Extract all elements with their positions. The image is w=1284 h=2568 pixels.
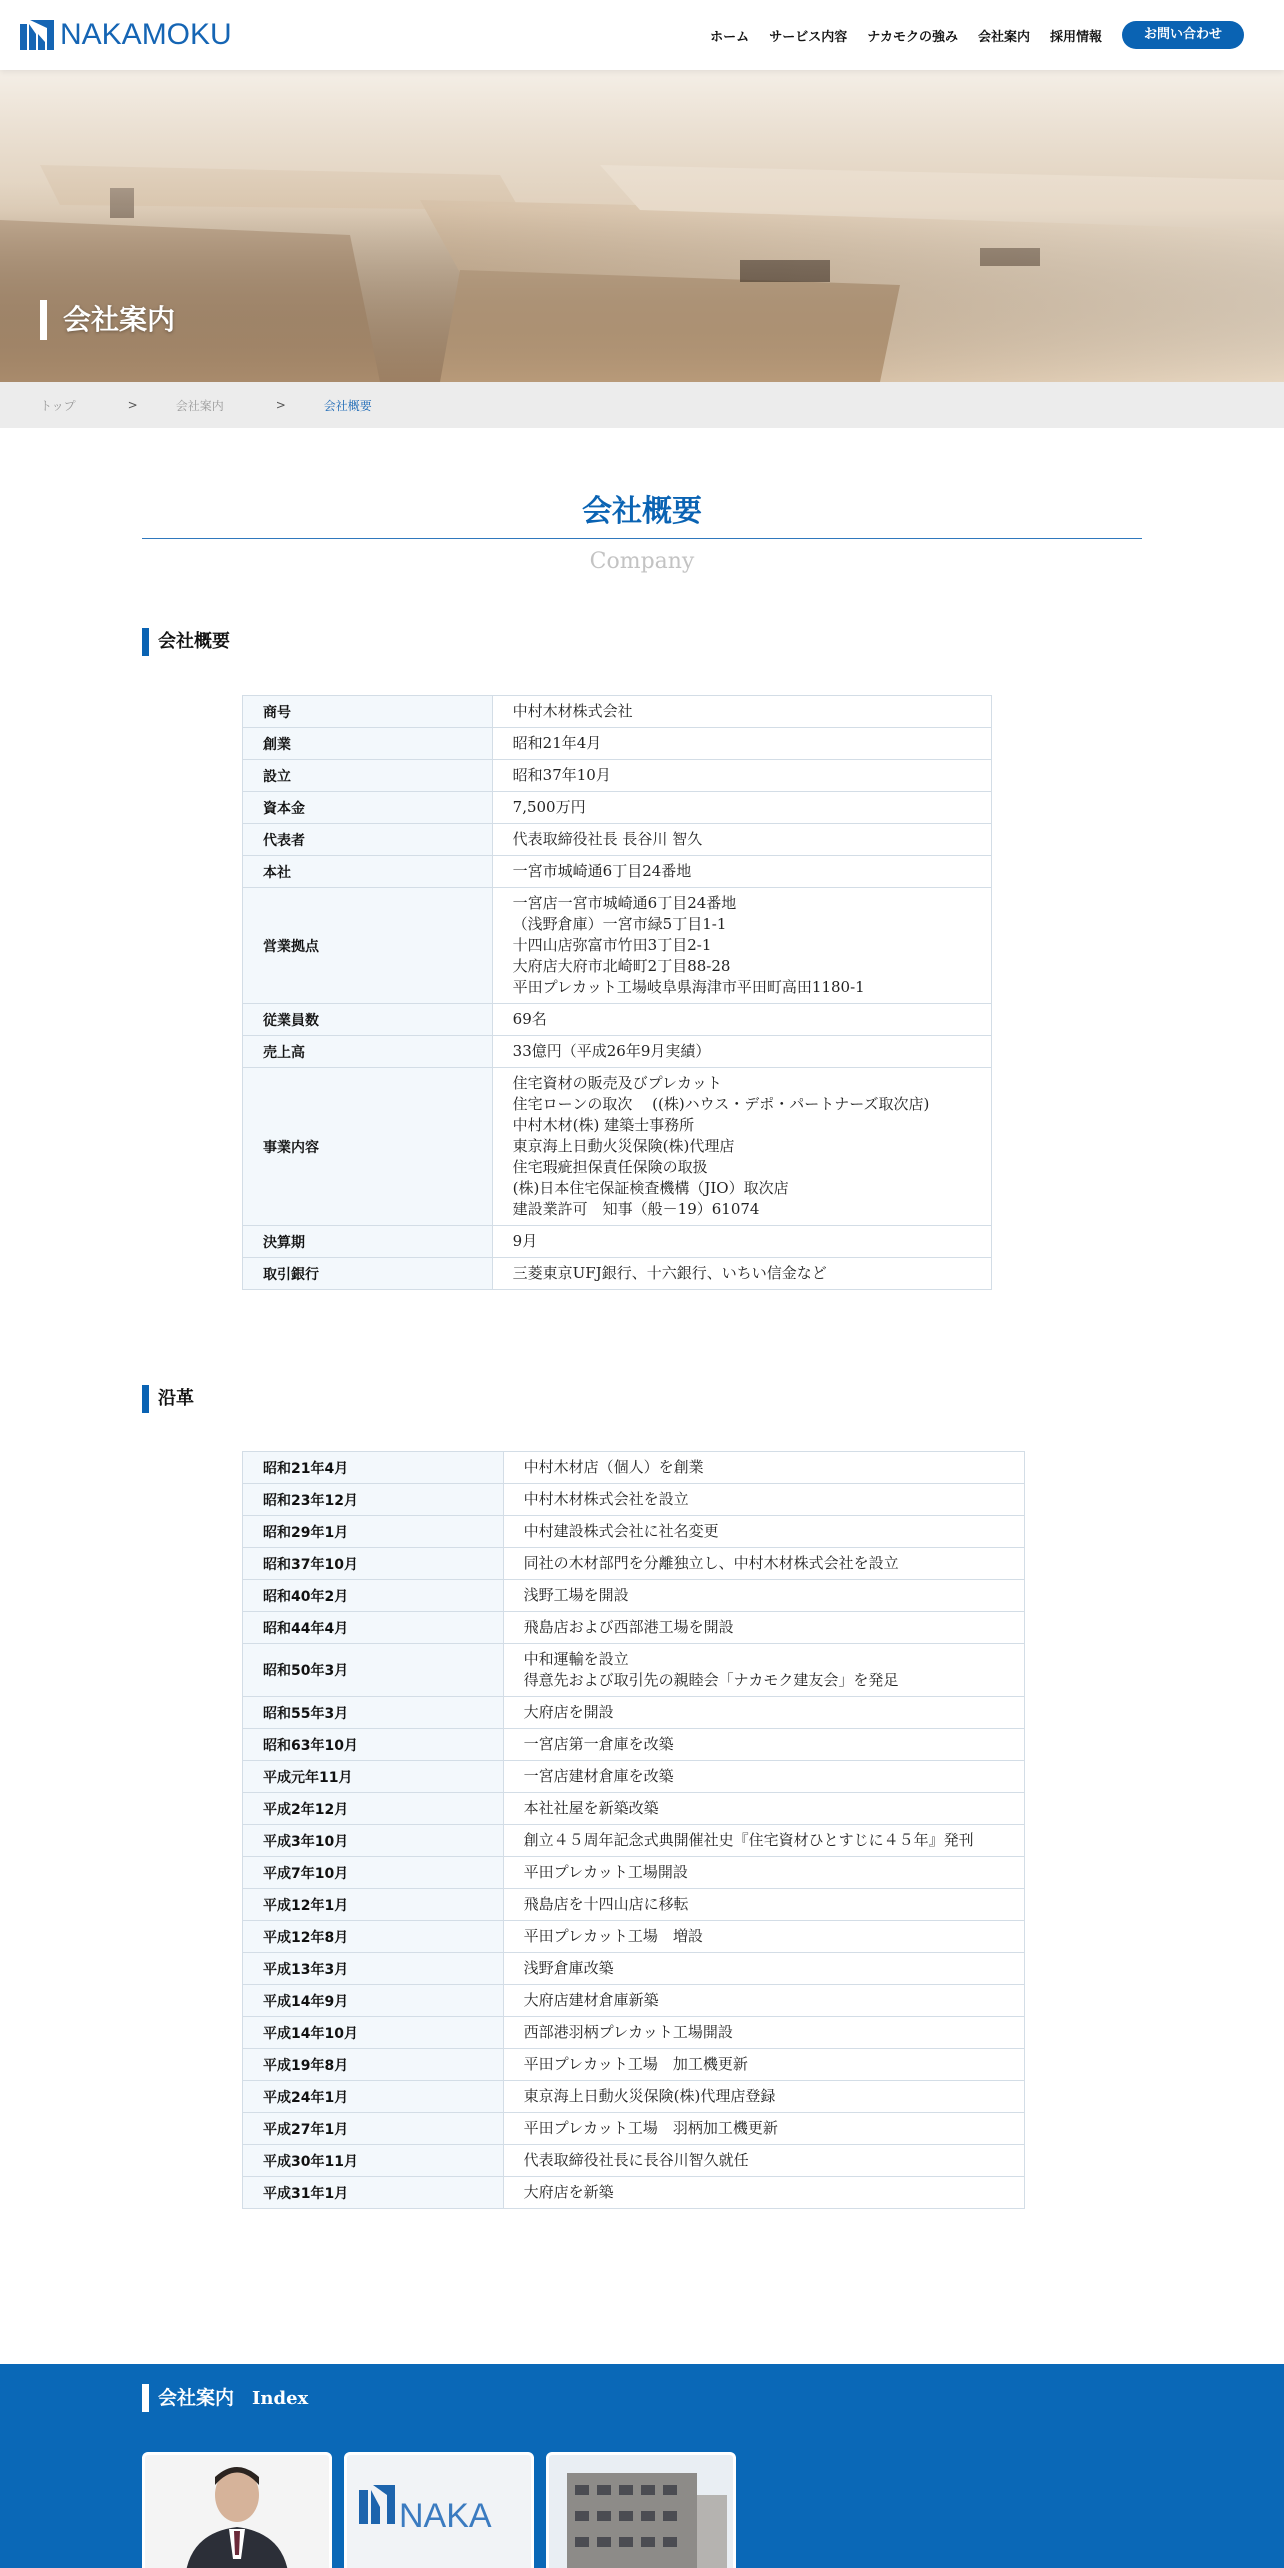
- history-value: 浅野工場を開設: [503, 1580, 1024, 1612]
- history-value: 一宮店第一倉庫を改築: [503, 1729, 1024, 1761]
- history-label: 昭和63年10月: [243, 1729, 504, 1761]
- history-value: 大府店建材倉庫新築: [503, 1985, 1024, 2017]
- history-label: 平成31年1月: [243, 2177, 504, 2209]
- history-value: 平田プレカット工場 増設: [503, 1921, 1024, 1953]
- table-row: [243, 760, 992, 792]
- table-row: [243, 1761, 1025, 1793]
- overview-table: [242, 695, 992, 1290]
- history-value: 飛島店および西部港工場を開設: [503, 1612, 1024, 1644]
- overview-value: 昭和37年10月: [492, 760, 991, 792]
- table-row: [243, 1825, 1025, 1857]
- history-value: 中村木材株式会社を設立: [503, 1484, 1024, 1516]
- table-row: [243, 1068, 992, 1226]
- history-label: 平成7年10月: [243, 1857, 504, 1889]
- overview-value: 昭和21年4月: [492, 728, 991, 760]
- history-label: 昭和29年1月: [243, 1516, 504, 1548]
- history-label: 平成14年10月: [243, 2017, 504, 2049]
- table-row: [243, 1889, 1025, 1921]
- office-logo-photo: [347, 2455, 531, 2568]
- history-value: 平田プレカット工場 加工機更新: [503, 2049, 1024, 2081]
- index-title-en: Index: [252, 2388, 309, 2409]
- overview-value: 9月: [492, 1226, 991, 1258]
- history-value: 飛島店を十四山店に移転: [503, 1889, 1024, 1921]
- history-label: 平成27年1月: [243, 2113, 504, 2145]
- history-label: 平成3年10月: [243, 1825, 504, 1857]
- history-label: 平成19年8月: [243, 2049, 504, 2081]
- overview-value: 中村木材株式会社: [492, 696, 991, 728]
- history-label: 平成30年11月: [243, 2145, 504, 2177]
- table-row: [243, 1857, 1025, 1889]
- overview-value: 代表取締役社長 長谷川 智久: [492, 824, 991, 856]
- table-row: [243, 1452, 1025, 1484]
- history-label: 昭和23年12月: [243, 1484, 504, 1516]
- table-row: [243, 1004, 992, 1036]
- table-row: [243, 1612, 1025, 1644]
- table-row: [243, 1258, 992, 1290]
- history-value: 本社社屋を新築改築: [503, 1793, 1024, 1825]
- history-value: 西部港羽柄プレカット工場開設: [503, 2017, 1024, 2049]
- history-value: 平田プレカット工場 羽柄加工機更新: [503, 2113, 1024, 2145]
- overview-label: 資本金: [243, 792, 493, 824]
- index-title: [142, 2384, 308, 2412]
- contact-button[interactable]: お問い合わせ: [1122, 21, 1244, 49]
- history-label: 平成12年1月: [243, 1889, 504, 1921]
- main-nav: [690, 20, 1244, 50]
- nav-home[interactable]: ホーム: [710, 29, 750, 45]
- history-label: 平成14年9月: [243, 1985, 504, 2017]
- overview-value: 33億円（平成26年9月実績）: [492, 1036, 991, 1068]
- page-title: 会社概要: [142, 486, 1142, 539]
- history-label: 平成2年12月: [243, 1793, 504, 1825]
- history-value: 中村木材店（個人）を創業: [503, 1452, 1024, 1484]
- overview-value: 三菱東京UFJ銀行、十六銀行、いちい信金など: [492, 1258, 991, 1290]
- overview-value: 一宮市城崎通6丁目24番地: [492, 856, 991, 888]
- overview-label: 売上高: [243, 1036, 493, 1068]
- hero-banner: [0, 70, 1284, 382]
- history-value: 大府店を開設: [503, 1697, 1024, 1729]
- history-value: 創立４５周年記念式典開催社史『住宅資材ひとすじに４５年』発刊: [503, 1825, 1024, 1857]
- breadcrumb-separator: >: [275, 398, 286, 412]
- overview-label: 営業拠点: [243, 888, 493, 1004]
- history-value: 同社の木材部門を分離独立し、中村木材株式会社を設立: [503, 1548, 1024, 1580]
- table-row: [243, 1484, 1025, 1516]
- overview-value: 一宮店一宮市城崎通6丁目24番地 （浅野倉庫）一宮市緑5丁目1-1 十四山店弥富市竹田3丁目2-1 大府店大府市北崎町2丁目88-28 平田プレカット工場岐阜県海津市平田町高田1180-1: [492, 888, 991, 1004]
- history-value: 浅野倉庫改築: [503, 1953, 1024, 1985]
- index-card-building[interactable]: [546, 2452, 736, 2568]
- breadcrumb-top[interactable]: トップ: [40, 398, 76, 413]
- table-row: [243, 856, 992, 888]
- nav-recruit[interactable]: 採用情報: [1049, 29, 1102, 45]
- history-label: 昭和55年3月: [243, 1697, 504, 1729]
- card-logo-text: NAKA: [399, 2497, 492, 2535]
- building-photo: [549, 2455, 733, 2568]
- table-row: [243, 2145, 1025, 2177]
- table-row: [243, 1226, 992, 1258]
- table-row: [243, 1985, 1025, 2017]
- hero-title: 会社案内: [40, 300, 175, 340]
- history-value: 平田プレカット工場開設: [503, 1857, 1024, 1889]
- overview-label: 商号: [243, 696, 493, 728]
- table-row: [243, 1729, 1025, 1761]
- overview-label: 取引銀行: [243, 1258, 493, 1290]
- overview-label: 設立: [243, 760, 493, 792]
- table-row: [243, 1548, 1025, 1580]
- table-row: [243, 792, 992, 824]
- table-row: [243, 1644, 1025, 1697]
- overview-label: 従業員数: [243, 1004, 493, 1036]
- table-row: [243, 824, 992, 856]
- history-label: 平成24年1月: [243, 2081, 504, 2113]
- history-table: [242, 1451, 1025, 2209]
- table-row: [243, 2081, 1025, 2113]
- overview-value: 7,500万円: [492, 792, 991, 824]
- nav-services[interactable]: サービス内容: [769, 29, 848, 45]
- index-title-ja: 会社案内: [158, 2387, 235, 2409]
- page-subtitle: Company: [589, 549, 695, 574]
- history-value: 東京海上日動火災保険(株)代理店登録: [503, 2081, 1024, 2113]
- table-row: [243, 2017, 1025, 2049]
- table-row: [243, 2177, 1025, 2209]
- lumber-photo: [0, 70, 1284, 382]
- history-label: 平成元年11月: [243, 1761, 504, 1793]
- page-heading: [142, 486, 1142, 574]
- overview-value: 69名: [492, 1004, 991, 1036]
- history-value: 大府店を新築: [503, 2177, 1024, 2209]
- breadcrumb-company[interactable]: 会社案内: [175, 398, 224, 413]
- history-value: 代表取締役社長に長谷川智久就任: [503, 2145, 1024, 2177]
- table-row: [243, 1516, 1025, 1548]
- history-label: 昭和40年2月: [243, 1580, 504, 1612]
- table-row: [243, 2113, 1025, 2145]
- history-value: 中和運輸を設立 得意先および取引先の親睦会「ナカモク建友会」を発足: [503, 1644, 1024, 1697]
- table-row: [243, 1793, 1025, 1825]
- history-label: 昭和44年4月: [243, 1612, 504, 1644]
- history-value: 一宮店建材倉庫を改築: [503, 1761, 1024, 1793]
- overview-label: 創業: [243, 728, 493, 760]
- breadcrumb-separator: >: [127, 398, 138, 412]
- table-row: [243, 888, 992, 1004]
- breadcrumb: [0, 382, 1284, 428]
- table-row: [243, 1036, 992, 1068]
- nav-company[interactable]: 会社案内: [977, 29, 1030, 45]
- table-row: [243, 1953, 1025, 1985]
- section-title-overview: 会社概要: [142, 628, 230, 656]
- overview-label: 代表者: [243, 824, 493, 856]
- history-label: 昭和37年10月: [243, 1548, 504, 1580]
- table-row: [243, 1697, 1025, 1729]
- company-index-section: [0, 2364, 1284, 2568]
- president-photo: [145, 2455, 329, 2568]
- table-row: [243, 2049, 1025, 2081]
- history-label: 平成13年3月: [243, 1953, 504, 1985]
- history-value: 中村建設株式会社に社名変更: [503, 1516, 1024, 1548]
- index-card-logo[interactable]: [344, 2452, 534, 2568]
- site-header: [0, 0, 1284, 70]
- logo-text: NAKAMOKU: [60, 18, 232, 51]
- index-card-president[interactable]: [142, 2452, 332, 2568]
- logo[interactable]: [20, 20, 232, 50]
- overview-label: 本社: [243, 856, 493, 888]
- overview-label: 事業内容: [243, 1068, 493, 1226]
- history-label: 平成12年8月: [243, 1921, 504, 1953]
- table-row: [243, 1921, 1025, 1953]
- table-row: [243, 1580, 1025, 1612]
- history-label: 昭和21年4月: [243, 1452, 504, 1484]
- breadcrumb-current: 会社概要: [323, 398, 372, 413]
- logo-mark-icon: [20, 20, 54, 50]
- table-row: [243, 696, 992, 728]
- history-label: 昭和50年3月: [243, 1644, 504, 1697]
- nav-strengths[interactable]: ナカモクの強み: [867, 29, 958, 45]
- overview-label: 決算期: [243, 1226, 493, 1258]
- overview-value: 住宅資材の販売及びプレカット 住宅ローンの取次 ((株)ハウス・デポ・パートナーズ取次店) 中村木材(株) 建築士事務所 東京海上日動火災保険(株)代理店 住宅瑕疵担保責任保険の取扱 (株)日本住宅保証検査機構（JIO）取次店 建設業許可 知事（般－19）61074: [492, 1068, 991, 1226]
- section-title-history: 沿革: [142, 1385, 194, 1413]
- table-row: [243, 728, 992, 760]
